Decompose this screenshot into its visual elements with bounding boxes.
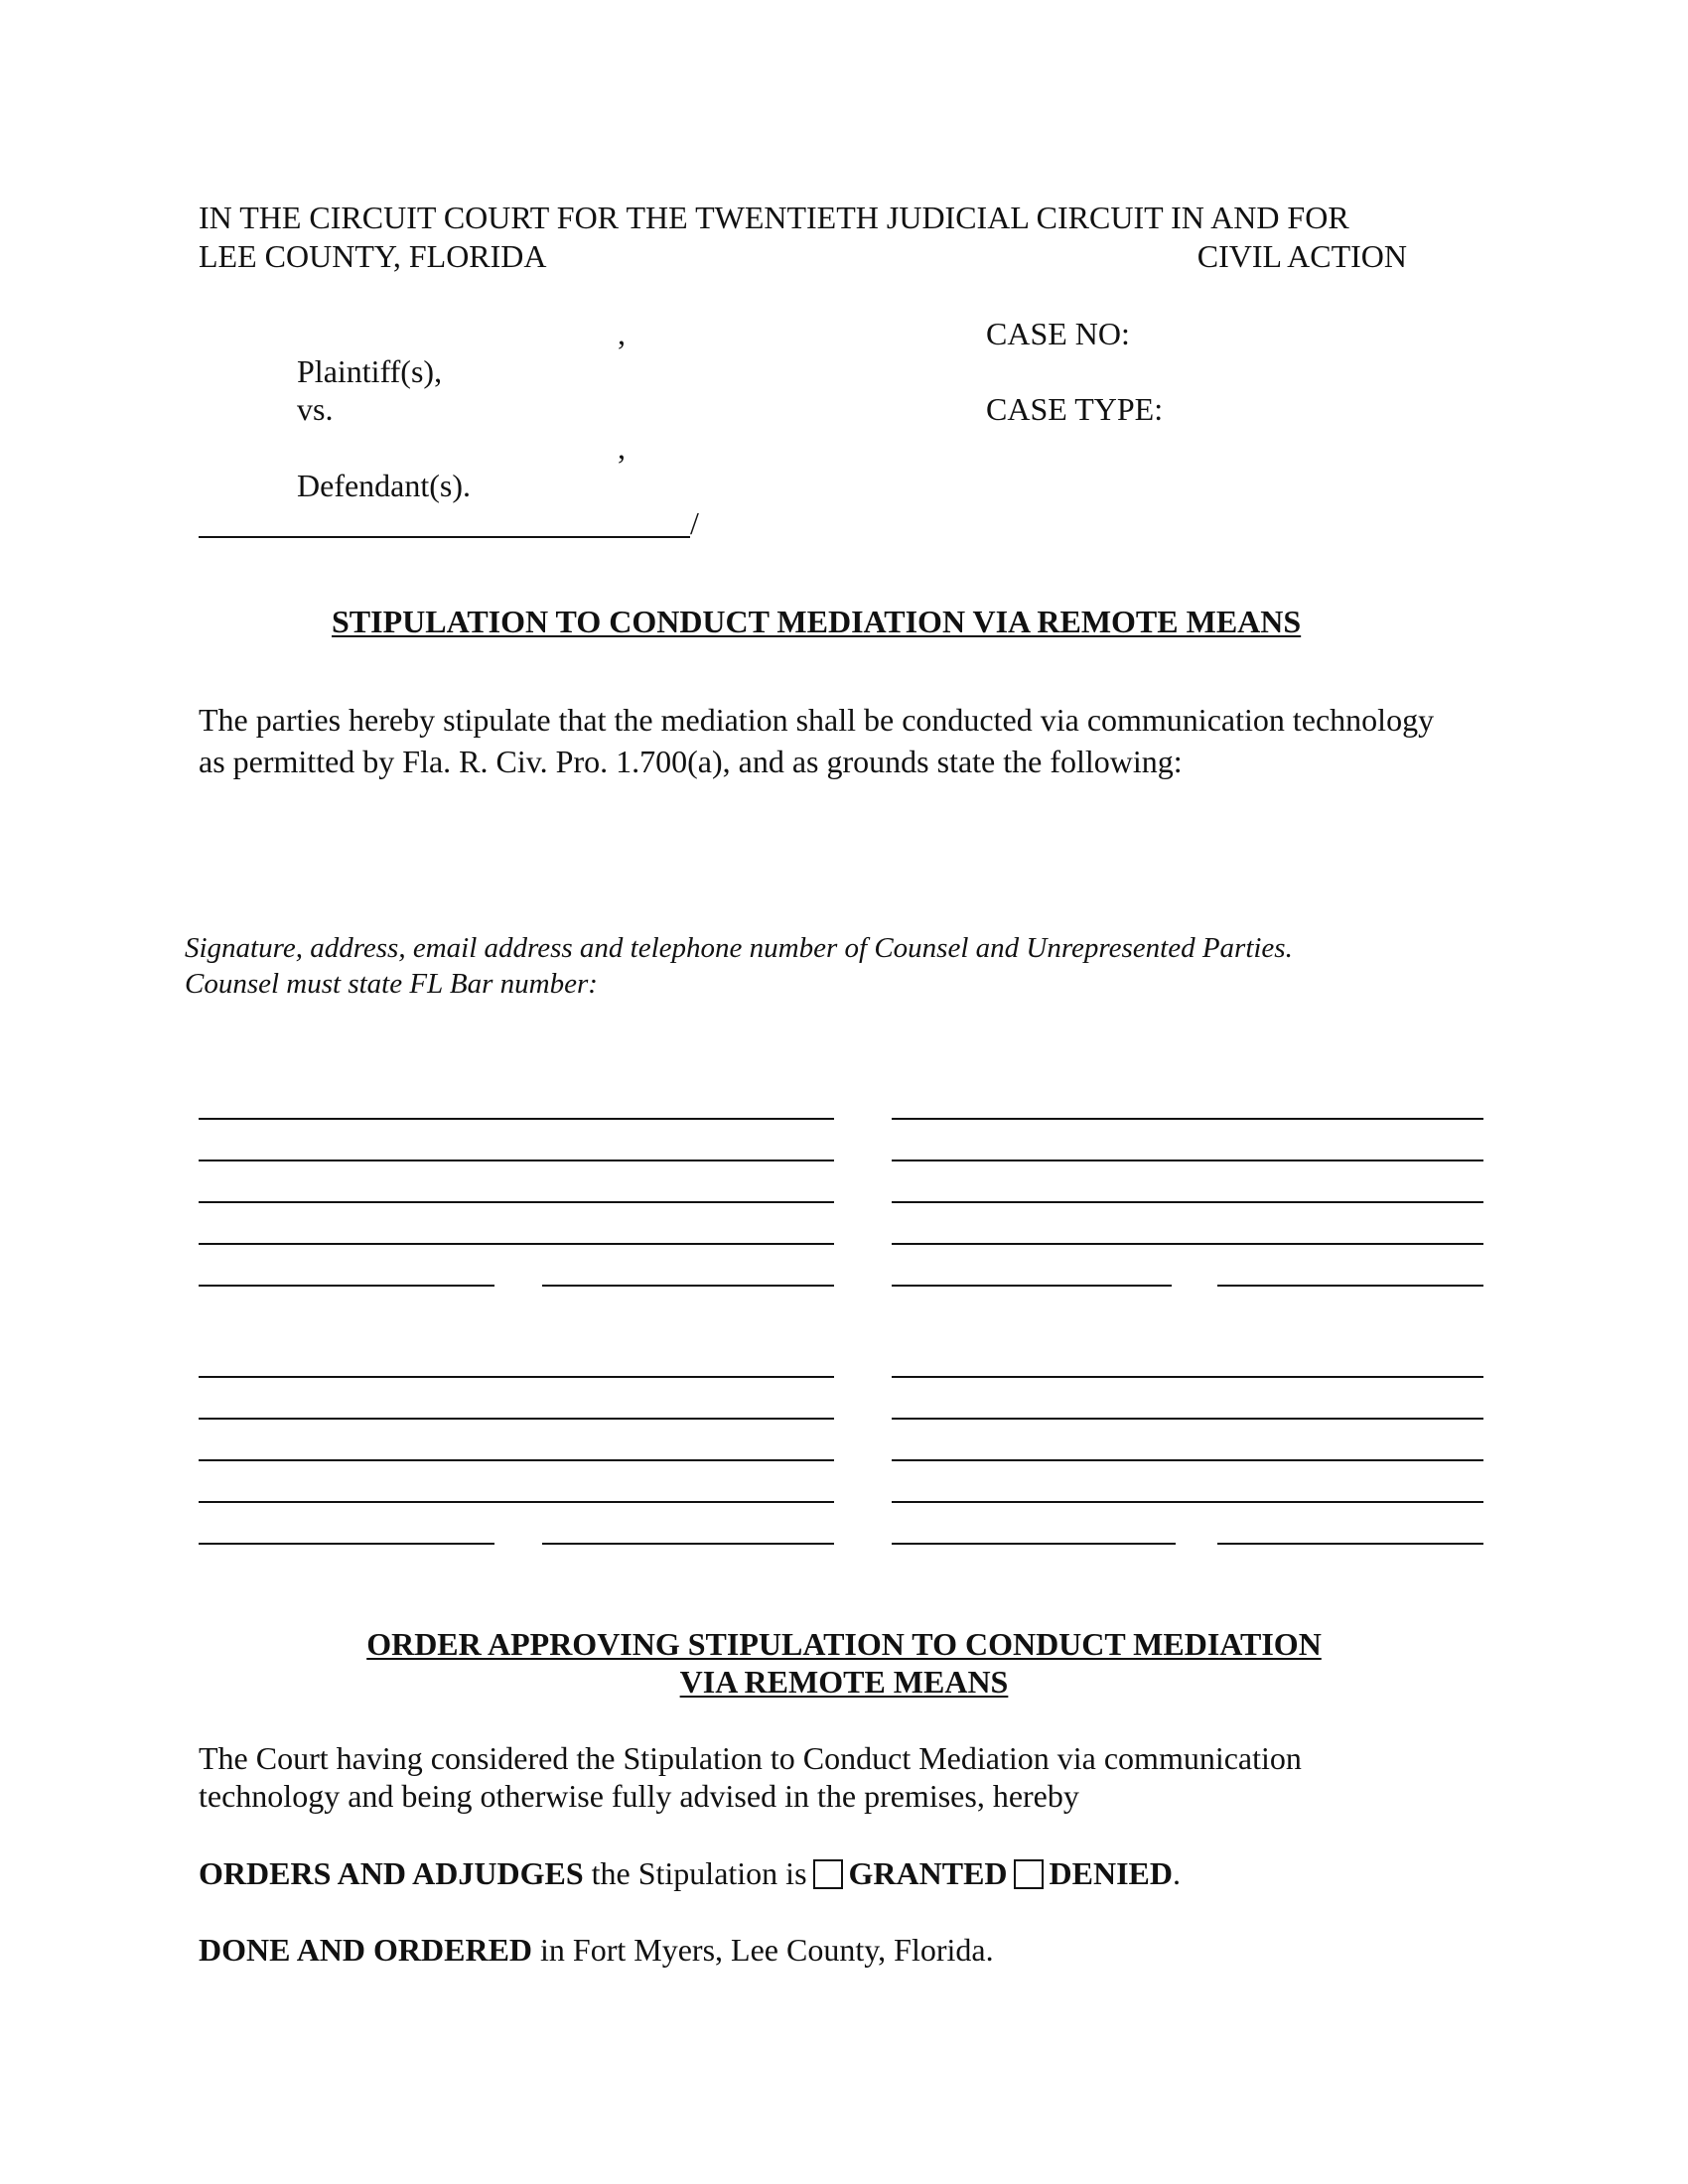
email-line[interactable] [892,1501,1483,1503]
orders-and-adjudges-line [199,1854,1181,1892]
plaintiff-label: Plaintiff(s), [297,353,443,389]
stipulation-title: STIPULATION TO CONDUCT MEDIATION VIA REMOTE MEANS [332,604,1302,639]
done-and-ordered-line [199,1931,994,1969]
bar-number-line[interactable] [542,1543,834,1545]
order-title-line2: VIA REMOTE MEANS [679,1664,1009,1700]
order-title-line1: ORDER APPROVING STIPULATION TO CONDUCT MEDIATION [366,1626,1322,1662]
case-no-label: CASE NO: [986,316,1130,351]
signature-line[interactable] [892,1118,1483,1120]
defendant-comma: , [618,430,626,466]
signature-line[interactable] [199,1118,834,1120]
stipulation-is-text: the Stipulation is [591,1855,807,1891]
period: . [1173,1855,1181,1891]
address-line[interactable] [199,1160,834,1161]
granted-label: GRANTED [848,1855,1008,1891]
telephone-line[interactable] [199,1543,494,1545]
bar-number-line[interactable] [1217,1543,1483,1545]
telephone-line[interactable] [892,1543,1176,1545]
address-line[interactable] [892,1201,1483,1203]
caption-slash: / [690,505,699,541]
denied-label: DENIED [1049,1855,1173,1891]
address-line[interactable] [892,1418,1483,1420]
versus-label: vs. [297,391,334,427]
address-line[interactable] [199,1201,834,1203]
address-line[interactable] [892,1459,1483,1461]
caption-end-line [199,536,690,538]
telephone-line[interactable] [199,1285,494,1287]
denied-checkbox[interactable] [1014,1859,1044,1889]
orders-and-adjudges-label: ORDERS AND ADJUDGES [199,1855,584,1891]
address-line[interactable] [199,1418,834,1420]
address-line[interactable] [892,1160,1483,1161]
email-line[interactable] [199,1501,834,1503]
signature-note-line1: Signature, address, email address and telephone number of Counsel and Unrepresented Parties. [185,932,1293,964]
civil-action-label: CIVIL ACTION [1196,238,1407,274]
court-heading-line1: IN THE CIRCUIT COURT FOR THE TWENTIETH JUDICIAL CIRCUIT IN AND FOR [199,200,1349,235]
bar-number-line[interactable] [1217,1285,1483,1287]
granted-checkbox[interactable] [813,1859,843,1889]
plaintiff-comma: , [618,316,626,351]
stipulation-body-line2: as permitted by Fla. R. Civ. Pro. 1.700(a), and as grounds state the following: [199,744,1183,779]
order-body-line2: technology and being otherwise fully advised in the premises, hereby [199,1778,1079,1814]
bar-number-line[interactable] [542,1285,834,1287]
case-type-label: CASE TYPE: [986,391,1164,427]
defendant-label: Defendant(s). [297,468,472,503]
stipulation-body-line1: The parties hereby stipulate that the mediation shall be conducted via communication technology [199,702,1435,738]
email-line[interactable] [199,1243,834,1245]
email-line[interactable] [892,1243,1483,1245]
court-heading-county: LEE COUNTY, FLORIDA [199,238,547,274]
signature-line[interactable] [199,1376,834,1378]
order-body-line1: The Court having considered the Stipulation to Conduct Mediation via communication [199,1740,1302,1776]
telephone-line[interactable] [892,1285,1172,1287]
address-line[interactable] [199,1459,834,1461]
signature-line[interactable] [892,1376,1483,1378]
done-location-text: in Fort Myers, Lee County, Florida. [540,1932,994,1968]
done-and-ordered-label: DONE AND ORDERED [199,1932,533,1968]
signature-note-line2: Counsel must state FL Bar number: [185,968,598,1000]
